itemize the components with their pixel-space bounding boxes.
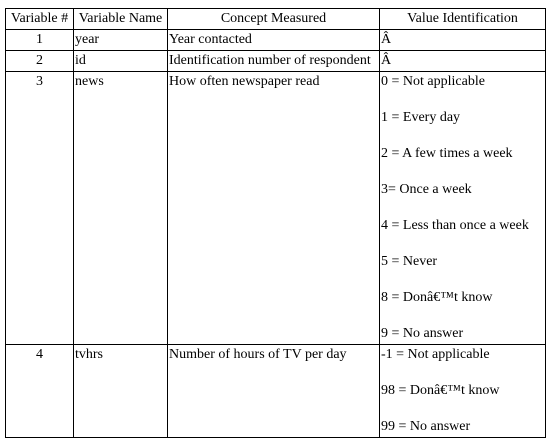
concept-cell: Year contacted [168, 30, 380, 51]
value-item: Â [381, 32, 392, 47]
table-row [6, 72, 546, 345]
variable-name-cell: year [74, 30, 168, 51]
concept-cell: Number of hours of TV per day [168, 345, 380, 438]
value-item: -1 = Not applicable [381, 347, 490, 362]
value-item: 3= Once a week [381, 182, 472, 197]
header-row [6, 9, 546, 30]
value-cell [380, 30, 546, 51]
value-item: 4 = Less than once a week [381, 218, 529, 233]
variable-name-cell: id [74, 51, 168, 72]
concept-cell: How often newspaper read [168, 72, 380, 345]
codebook-table [5, 8, 546, 438]
codebook-table-container [5, 8, 546, 438]
value-item: 9 = No answer [381, 326, 464, 341]
value-item: 8 = Donâ€™t know [381, 290, 493, 305]
value-item: 99 = No answer [381, 419, 471, 434]
variable-number-cell: 4 [6, 345, 74, 438]
value-cell [380, 345, 546, 438]
table-row [6, 345, 546, 438]
table-row [6, 51, 546, 72]
variable-name-cell: tvhrs [74, 345, 168, 438]
variable-number-cell: 3 [6, 72, 74, 345]
header-variable-number: Variable # [6, 9, 74, 30]
value-item: 0 = Not applicable [381, 74, 485, 89]
variable-number-cell: 1 [6, 30, 74, 51]
value-item: 98 = Donâ€™t know [381, 383, 500, 398]
variable-name-cell: news [74, 72, 168, 345]
concept-cell: Identification number of respondent [168, 51, 380, 72]
header-value-identification: Value Identification [380, 9, 546, 30]
table-row [6, 30, 546, 51]
value-item: 5 = Never [381, 254, 438, 269]
header-concept-measured: Concept Measured [168, 9, 380, 30]
variable-number-cell: 2 [6, 51, 74, 72]
header-variable-name: Variable Name [74, 9, 168, 30]
value-item: 1 = Every day [381, 110, 461, 125]
value-item: 2 = A few times a week [381, 146, 513, 161]
value-item: Â [381, 53, 392, 68]
value-cell [380, 72, 546, 345]
value-cell [380, 51, 546, 72]
